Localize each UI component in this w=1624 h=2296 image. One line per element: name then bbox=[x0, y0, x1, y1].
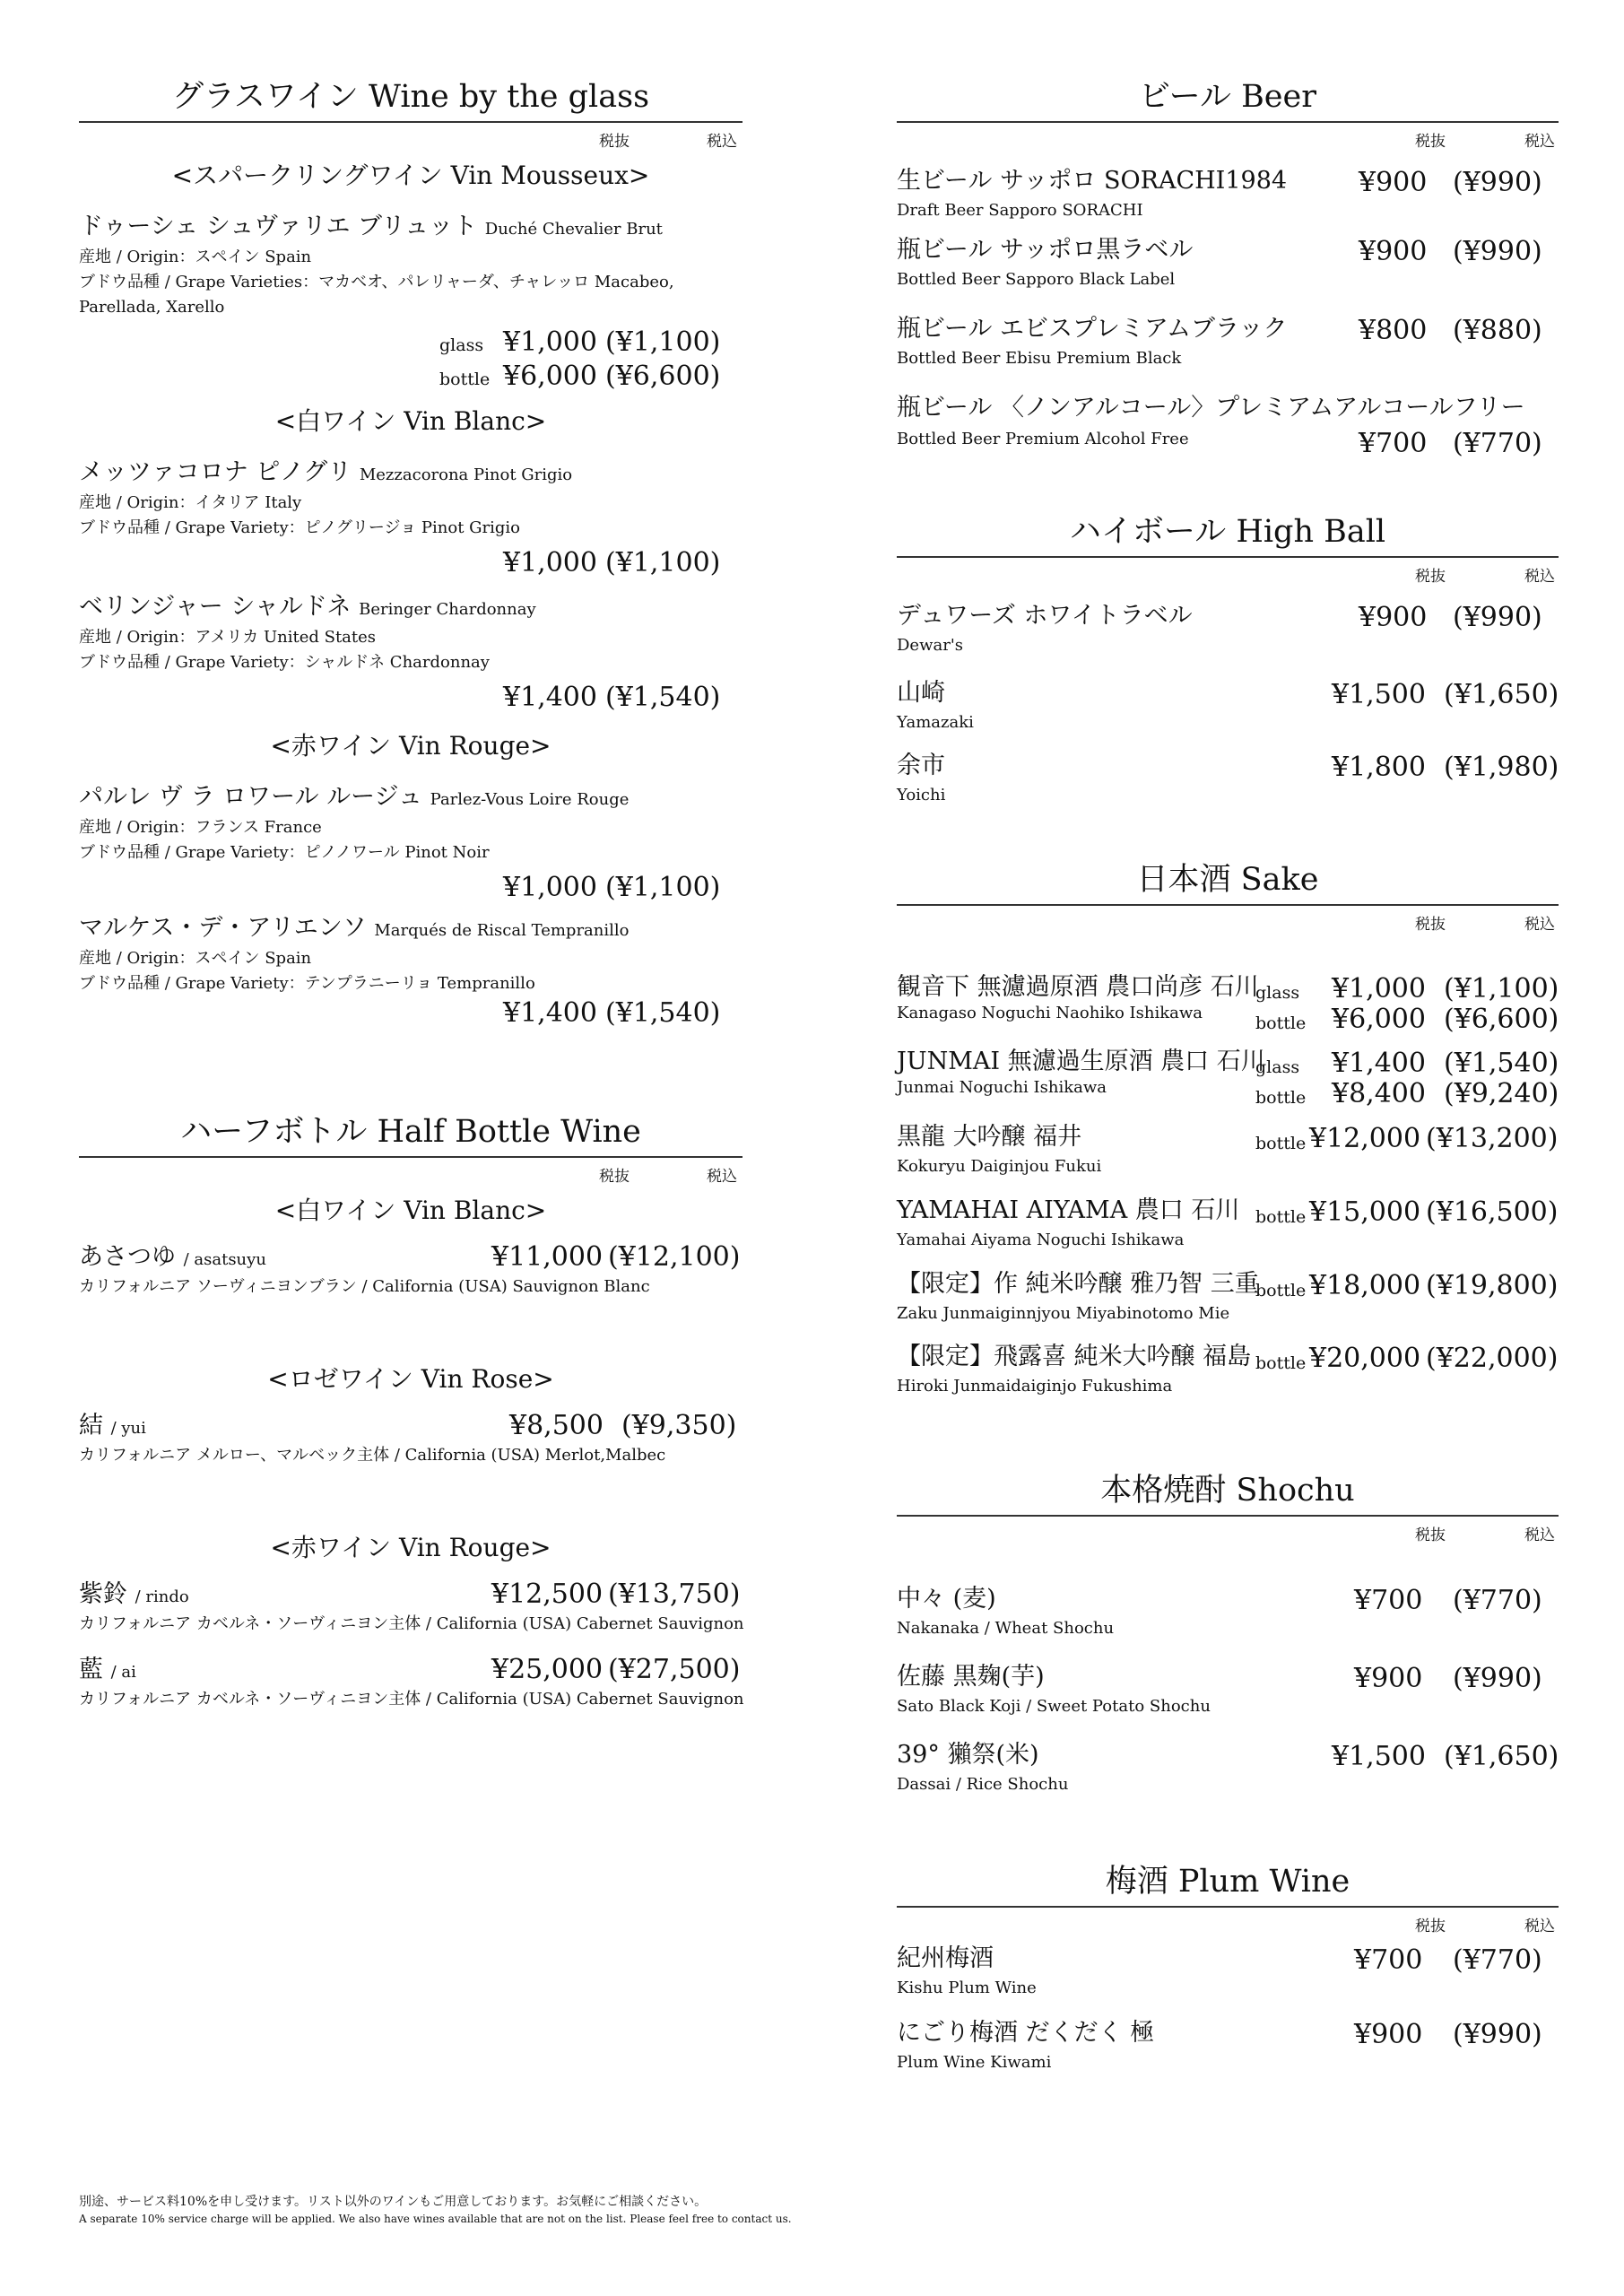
price-label: glass bbox=[1255, 1057, 1300, 1077]
price-line bbox=[79, 996, 743, 1031]
menu-item bbox=[897, 2018, 1559, 2074]
tax-header bbox=[897, 558, 1559, 585]
tax-excl-label: 税抜 bbox=[599, 133, 630, 151]
item-en-name: Junmai Noguchi Ishikawa bbox=[897, 1078, 1107, 1097]
item-name-line bbox=[79, 592, 743, 625]
item-origin: 産地 / Origin：スペイン Spain bbox=[79, 949, 312, 968]
item-romaji: / asatsuyu bbox=[183, 1250, 266, 1269]
item-desc: カリフォルニア ソーヴィニヨンブラン / California (USA) Sauvignon Blanc bbox=[79, 1277, 650, 1296]
item-name-price-line bbox=[897, 166, 1559, 200]
item-origin: 産地 / Origin：フランス France bbox=[79, 818, 322, 837]
item-name-wrap bbox=[79, 1409, 146, 1446]
menu-item bbox=[897, 1740, 1559, 1796]
menu-item bbox=[79, 913, 743, 1031]
section-title: 本格焼酎 Shochu bbox=[1100, 1473, 1355, 1509]
price-excl: ¥900 bbox=[1359, 167, 1428, 198]
item-en-name: Bottled Beer Ebisu Premium Black bbox=[897, 349, 1182, 368]
price-incl: (¥1,980) bbox=[1444, 752, 1559, 783]
price-incl: (¥880) bbox=[1453, 315, 1542, 346]
menu-item bbox=[897, 1342, 1559, 1397]
item-en-name: Duché Chevalier Brut bbox=[484, 220, 663, 239]
price-excl: ¥1,500 bbox=[1332, 679, 1426, 710]
section-title: 日本酒 Sake bbox=[1136, 862, 1319, 898]
tax-header bbox=[79, 1158, 743, 1185]
item-name: あさつゆ bbox=[79, 1243, 176, 1271]
price-label: bottle bbox=[1255, 1088, 1307, 1108]
item-name: 39° 獺祭(米) bbox=[897, 1741, 1039, 1769]
price-line bbox=[79, 681, 743, 715]
item-origin: 産地 / Origin：スペイン Spain bbox=[79, 248, 312, 266]
price-line bbox=[79, 360, 743, 394]
item-grape: ブドウ品種 / Grape Variety：テンプラニーリョ Tempranillo bbox=[79, 974, 535, 993]
price-excl: ¥700 bbox=[1354, 1585, 1423, 1616]
subhead-sparkling: <スパークリングワイン Vin Mousseux> bbox=[171, 161, 650, 190]
menu-item bbox=[897, 972, 1559, 1033]
item-grape: ブドウ品種 / Grape Variety：シャルドネ Chardonnay bbox=[79, 653, 490, 672]
price-label: glass bbox=[439, 335, 484, 355]
subhead-rose: <ロゼワイン Vin Rose> bbox=[267, 1364, 554, 1394]
price-line bbox=[897, 1122, 1559, 1156]
menu-item bbox=[897, 601, 1559, 657]
price-incl: (¥990) bbox=[1453, 167, 1542, 198]
menu-item bbox=[897, 1122, 1559, 1178]
price-line bbox=[897, 1269, 1559, 1303]
item-name-price-line bbox=[897, 235, 1559, 269]
price-incl: (¥13,750) bbox=[608, 1578, 741, 1610]
tax-header bbox=[897, 906, 1559, 933]
item-en-name: Nakanaka / Wheat Shochu bbox=[897, 1619, 1115, 1638]
item-en-name: Yamazaki bbox=[897, 713, 974, 732]
price-label: glass bbox=[1255, 983, 1300, 1003]
footer-note bbox=[79, 2194, 792, 2228]
item-name-line bbox=[79, 457, 743, 491]
item-name: 瓶ビール 〈ノンアルコール〉プレミアムアルコールフリー bbox=[897, 394, 1525, 422]
tax-excl-label: 税抜 bbox=[1415, 568, 1446, 586]
menu-item bbox=[897, 1662, 1559, 1718]
item-en-name: Yamahai Aiyama Noguchi Ishikawa bbox=[897, 1231, 1185, 1249]
price-incl: (¥1,540) bbox=[1444, 1048, 1559, 1079]
item-name: メッツァコロナ ピノグリ bbox=[79, 458, 352, 486]
price-incl: (¥22,000) bbox=[1426, 1343, 1559, 1374]
item-name-price-line bbox=[897, 1584, 1559, 1618]
item-name: 中々 (麦) bbox=[897, 1585, 996, 1613]
item-name-wrap bbox=[79, 1653, 136, 1690]
price-incl: (¥1,650) bbox=[1444, 679, 1559, 710]
price-line bbox=[897, 1047, 1559, 1077]
price-line bbox=[897, 1077, 1559, 1108]
price-incl: (¥770) bbox=[1453, 1944, 1542, 1976]
item-en-name: Marqués de Riscal Tempranillo bbox=[374, 921, 630, 940]
menu-item bbox=[897, 1196, 1559, 1251]
price-incl: (¥1,650) bbox=[1444, 1741, 1559, 1772]
menu-item bbox=[897, 1269, 1559, 1325]
price-excl: ¥1,000 bbox=[503, 326, 597, 358]
item-en-name: Plum Wine Kiwami bbox=[897, 2053, 1052, 2072]
section-title: ビール Beer bbox=[1139, 79, 1316, 115]
item-name: ベリンジャー シャルドネ bbox=[79, 593, 352, 621]
tax-incl-label: 税込 bbox=[707, 1168, 737, 1186]
item-name: 瓶ビール エビスプレミアムブラック bbox=[897, 315, 1288, 343]
price-label: bottle bbox=[1255, 1013, 1307, 1033]
item-name-price-line bbox=[897, 1740, 1559, 1774]
item-name-price-line bbox=[897, 2018, 1559, 2052]
item-name: 黒龍 大吟醸 福井 bbox=[897, 1123, 1082, 1151]
price-incl: (¥1,100) bbox=[605, 326, 721, 358]
item-grape: ブドウ品種 / Grape Varieties：マカベオ、パレリャーダ、チャレッロ Macabeo, Parellada, Xarello bbox=[79, 273, 674, 317]
glass-wine-section bbox=[79, 74, 743, 150]
price-incl: (¥27,500) bbox=[608, 1654, 741, 1685]
item-name: YAMAHAI AIYAMA 農口 石川 bbox=[897, 1196, 1240, 1224]
price-label: bottle bbox=[1255, 1207, 1307, 1227]
half-bottle-section bbox=[79, 1109, 743, 1185]
plum-wine-section bbox=[897, 1859, 1559, 1935]
item-desc: カリフォルニア メルロー、マルベック主体 / California (USA) Merlot,Malbec bbox=[79, 1446, 666, 1465]
price-excl: ¥12,000 bbox=[1309, 1123, 1421, 1154]
price-excl: ¥6,000 bbox=[503, 361, 597, 392]
tax-incl-label: 税込 bbox=[1524, 1918, 1555, 1935]
price-label: bottle bbox=[1255, 1281, 1307, 1300]
tax-excl-label: 税抜 bbox=[1415, 1918, 1446, 1935]
item-romaji: / ai bbox=[110, 1663, 136, 1682]
item-name: 紀州梅酒 bbox=[897, 1944, 994, 1972]
item-en-name: Yoichi bbox=[897, 786, 946, 804]
price-incl: (¥13,200) bbox=[1426, 1123, 1559, 1154]
price-excl: ¥800 bbox=[1359, 315, 1428, 346]
item-en-name: Hiroki Junmaidaiginjo Fukushima bbox=[897, 1377, 1173, 1396]
price-incl: (¥990) bbox=[1453, 2019, 1542, 2050]
price-incl: (¥9,350) bbox=[621, 1410, 737, 1441]
tax-header bbox=[79, 123, 743, 150]
price-line bbox=[79, 546, 743, 580]
subhead-white: <白ワイン Vin Blanc> bbox=[274, 1196, 547, 1225]
item-name: 観音下 無濾過原酒 農口尚彦 石川 bbox=[897, 973, 1259, 1001]
price-incl: (¥19,800) bbox=[1426, 1270, 1559, 1301]
price-incl: (¥1,100) bbox=[1444, 973, 1559, 1004]
item-name: 佐藤 黒麹(芋) bbox=[897, 1663, 1045, 1691]
price-excl: ¥11,000 bbox=[491, 1241, 604, 1273]
item-en-name: Draft Beer Sapporo SORACHI bbox=[897, 201, 1143, 220]
menu-item bbox=[897, 1944, 1559, 1999]
item-name-line bbox=[79, 212, 743, 245]
item-name-price-line bbox=[897, 314, 1559, 348]
item-romaji: / yui bbox=[110, 1419, 146, 1438]
item-desc: カリフォルニア カベルネ・ソーヴィニヨン主体 / California (USA) Cabernet Sauvignon bbox=[79, 1614, 744, 1633]
item-name-price-line bbox=[79, 1578, 743, 1612]
price-excl: ¥900 bbox=[1359, 236, 1428, 267]
price-label: bottle bbox=[439, 370, 491, 389]
menu-item bbox=[897, 1584, 1559, 1639]
price-excl: ¥20,000 bbox=[1309, 1343, 1421, 1374]
price-excl: ¥8,500 bbox=[509, 1410, 604, 1441]
menu-item bbox=[897, 1047, 1559, 1108]
tax-incl-label: 税込 bbox=[1524, 916, 1555, 934]
tax-header bbox=[897, 1908, 1559, 1935]
footer-note-en: A separate 10% service charge will be applied. We also have wines available that are not on the list. Please feel free to contact us. bbox=[79, 2213, 792, 2225]
price-excl: ¥18,000 bbox=[1309, 1270, 1421, 1301]
subhead-white: <白ワイン Vin Blanc> bbox=[274, 406, 547, 436]
subhead-red: <赤ワイン Vin Rouge> bbox=[270, 731, 551, 761]
price-excl: ¥700 bbox=[1359, 428, 1428, 459]
menu-item bbox=[79, 1578, 743, 1637]
price-incl: (¥6,600) bbox=[605, 361, 721, 392]
price-excl: ¥700 bbox=[1354, 1944, 1423, 1976]
item-name-price-line bbox=[79, 1240, 743, 1274]
price-excl: ¥1,000 bbox=[503, 872, 597, 903]
price-excl: ¥1,000 bbox=[1332, 973, 1426, 1004]
price-line bbox=[79, 871, 743, 905]
item-name: 結 bbox=[79, 1412, 103, 1439]
tax-excl-label: 税抜 bbox=[1415, 133, 1446, 151]
item-name-price-line bbox=[897, 601, 1559, 635]
item-en-price-line bbox=[897, 427, 1559, 461]
tax-header bbox=[897, 123, 1559, 150]
item-name: 【限定】飛露喜 純米大吟醸 福島 bbox=[897, 1343, 1252, 1370]
item-name: デュワーズ ホワイトラベル bbox=[897, 602, 1193, 630]
price-excl: ¥1,800 bbox=[1332, 752, 1426, 783]
price-incl: (¥990) bbox=[1453, 602, 1542, 633]
price-label: bottle bbox=[1255, 1134, 1307, 1153]
menu-item bbox=[79, 782, 743, 905]
section-title: ハイボール High Ball bbox=[1069, 514, 1386, 550]
item-en-name: Kokuryu Daiginjou Fukui bbox=[897, 1157, 1102, 1176]
price-excl: ¥6,000 bbox=[1332, 1004, 1426, 1035]
tax-excl-label: 税抜 bbox=[1415, 916, 1446, 934]
highball-section bbox=[897, 509, 1559, 585]
item-name-wrap bbox=[79, 1578, 189, 1614]
item-name: 藍 bbox=[79, 1656, 103, 1683]
menu-item bbox=[79, 592, 743, 715]
price-incl: (¥990) bbox=[1453, 236, 1542, 267]
item-name-price-line bbox=[79, 1653, 743, 1687]
item-desc: カリフォルニア カベルネ・ソーヴィニヨン主体 / California (USA) Cabernet Sauvignon bbox=[79, 1690, 744, 1709]
price-incl: (¥770) bbox=[1453, 428, 1542, 459]
tax-incl-label: 税込 bbox=[1524, 1526, 1555, 1544]
price-line bbox=[897, 1196, 1559, 1230]
item-name: 紫鈴 bbox=[79, 1580, 127, 1608]
item-en-name: Dewar's bbox=[897, 636, 964, 655]
menu-item bbox=[79, 1409, 743, 1468]
price-incl: (¥9,240) bbox=[1444, 1078, 1559, 1109]
price-excl: ¥1,400 bbox=[1332, 1048, 1426, 1079]
item-origin: 産地 / Origin：アメリカ United States bbox=[79, 628, 377, 647]
item-name: パルレ ヴ ラ ロワール ルージュ bbox=[79, 783, 423, 811]
item-name: 山崎 bbox=[897, 679, 945, 707]
price-incl: (¥1,540) bbox=[605, 997, 721, 1029]
menu-item bbox=[79, 1240, 743, 1300]
price-excl: ¥900 bbox=[1359, 602, 1428, 633]
item-name: ドゥーシェ シュヴァリエ ブリュット bbox=[79, 213, 478, 240]
price-line bbox=[897, 1003, 1559, 1033]
price-line bbox=[897, 972, 1559, 1003]
item-en-name: Bottled Beer Sapporo Black Label bbox=[897, 270, 1176, 289]
menu-item bbox=[897, 235, 1559, 291]
tax-incl-label: 税込 bbox=[1524, 568, 1555, 586]
item-name: にごり梅酒 だくだく 極 bbox=[897, 2019, 1155, 2047]
price-excl: ¥25,000 bbox=[491, 1654, 604, 1685]
price-excl: ¥15,000 bbox=[1309, 1196, 1421, 1228]
menu-item bbox=[79, 457, 743, 580]
item-en-name: Kanagaso Noguchi Naohiko Ishikawa bbox=[897, 1004, 1203, 1022]
footer-note-jp: 別途、サービス料10%を申し受けます。リスト以外のワインもご用意しております。お気軽にご相談ください。 bbox=[79, 2195, 708, 2209]
item-name-price-line bbox=[79, 1409, 743, 1443]
menu-item bbox=[897, 751, 1559, 806]
menu-item bbox=[79, 212, 743, 394]
menu-item bbox=[79, 1653, 743, 1712]
tax-header bbox=[897, 1517, 1559, 1544]
item-en-name: Dassai / Rice Shochu bbox=[897, 1775, 1069, 1794]
menu-item bbox=[897, 314, 1559, 370]
item-romaji: / rindo bbox=[135, 1587, 189, 1606]
item-name: マルケス・デ・アリエンソ bbox=[79, 914, 367, 942]
item-name: 余市 bbox=[897, 752, 945, 779]
section-title: グラスワイン Wine by the glass bbox=[171, 79, 650, 115]
tax-excl-label: 税抜 bbox=[599, 1168, 630, 1186]
item-en-name: Sato Black Koji / Sweet Potato Shochu bbox=[897, 1697, 1211, 1716]
price-excl: ¥900 bbox=[1354, 1663, 1423, 1694]
section-title: ハーフボトル Half Bottle Wine bbox=[180, 1114, 641, 1150]
shochu-section bbox=[897, 1468, 1559, 1544]
item-name-price-line bbox=[897, 1944, 1559, 1978]
price-incl: (¥1,100) bbox=[605, 547, 721, 578]
price-excl: ¥1,400 bbox=[503, 997, 597, 1029]
item-en-name: Bottled Beer Premium Alcohol Free bbox=[897, 430, 1189, 448]
price-incl: (¥1,100) bbox=[605, 872, 721, 903]
tax-excl-label: 税抜 bbox=[1415, 1526, 1446, 1544]
price-line bbox=[897, 1342, 1559, 1376]
price-excl: ¥12,500 bbox=[491, 1578, 604, 1610]
price-excl: ¥1,400 bbox=[503, 682, 597, 713]
tax-incl-label: 税込 bbox=[707, 133, 737, 151]
item-en-name: Beringer Chardonnay bbox=[359, 600, 536, 619]
item-name-wrap bbox=[79, 1240, 266, 1277]
item-name-line bbox=[79, 782, 743, 815]
price-excl: ¥8,400 bbox=[1332, 1078, 1426, 1109]
menu-item bbox=[897, 393, 1559, 461]
price-incl: (¥16,500) bbox=[1426, 1196, 1559, 1228]
price-line bbox=[79, 326, 743, 360]
price-incl: (¥1,540) bbox=[605, 682, 721, 713]
item-en-name: Zaku Junmaiginnjyou Miyabinotomo Mie bbox=[897, 1304, 1230, 1323]
item-origin: 産地 / Origin：イタリア Italy bbox=[79, 493, 302, 512]
menu-item bbox=[897, 678, 1559, 734]
section-title: 梅酒 Plum Wine bbox=[1105, 1864, 1350, 1900]
item-name: JUNMAI 無濾過生原酒 農口 石川 bbox=[897, 1048, 1265, 1075]
price-incl: (¥12,100) bbox=[608, 1241, 741, 1273]
price-incl: (¥6,600) bbox=[1444, 1004, 1559, 1035]
price-excl: ¥900 bbox=[1354, 2019, 1423, 2050]
subhead-red: <赤ワイン Vin Rouge> bbox=[270, 1533, 551, 1562]
item-name-price-line bbox=[897, 751, 1559, 785]
price-label: bottle bbox=[1255, 1353, 1307, 1373]
item-name-price-line bbox=[897, 678, 1559, 712]
beer-section bbox=[897, 74, 1559, 150]
price-incl: (¥770) bbox=[1453, 1585, 1542, 1616]
tax-incl-label: 税込 bbox=[1524, 133, 1555, 151]
item-name-price-line bbox=[897, 1662, 1559, 1696]
item-en-name: Parlez-Vous Loire Rouge bbox=[430, 790, 630, 809]
price-incl: (¥990) bbox=[1453, 1663, 1542, 1694]
menu-item bbox=[897, 166, 1559, 222]
item-name: 瓶ビール サッポロ黒ラベル bbox=[897, 236, 1194, 264]
sake-section bbox=[897, 857, 1559, 933]
item-en-name: Mezzacorona Pinot Grigio bbox=[359, 465, 573, 484]
item-grape: ブドウ品種 / Grape Variety：ピノグリージョ Pinot Grigio bbox=[79, 518, 521, 537]
price-excl: ¥1,000 bbox=[503, 547, 597, 578]
item-en-name: Kishu Plum Wine bbox=[897, 1979, 1037, 1997]
item-grape: ブドウ品種 / Grape Variety：ピノノワール Pinot Noir bbox=[79, 843, 490, 862]
item-name: 生ビール サッポロ SORACHI1984 bbox=[897, 167, 1288, 195]
price-excl: ¥1,500 bbox=[1332, 1741, 1426, 1772]
item-name-line bbox=[79, 913, 743, 946]
item-name: 【限定】作 純米吟醸 雅乃智 三重 bbox=[897, 1270, 1259, 1298]
